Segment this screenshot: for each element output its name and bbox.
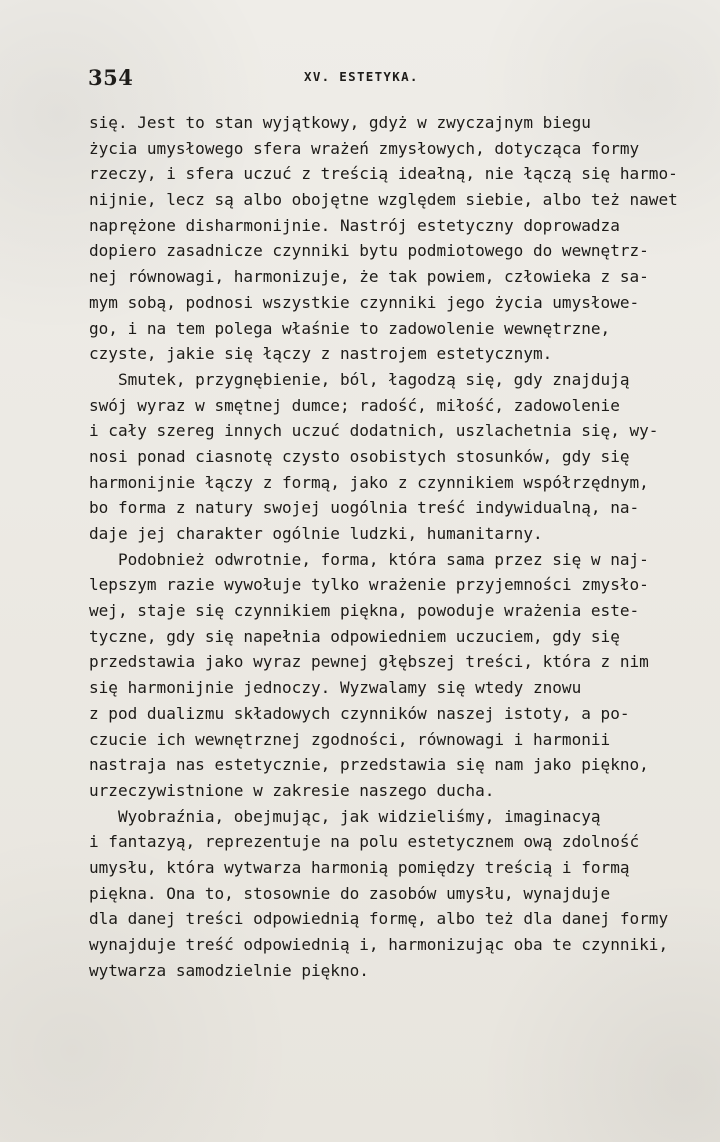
text-line: wej, staje się czynnikiem piękna, powoduje wrażenia este- [89,601,640,621]
text-line: i cały szereg innych uczuć dodatnich, uszlachetnia się, wy- [89,421,659,441]
text-line: i fantazyą, reprezentuje na polu estetycznem ową zdolność [89,832,640,852]
text-line: nijnie, lecz są albo obojętne względem siebie, albo też nawet [89,190,678,210]
text-line: urzeczywistnione w zakresie naszego ducha. [89,780,495,800]
running-head [88,65,688,89]
text-line: umysłu, która wytwarza harmonią pomiędzy treścią i formą [89,857,630,877]
text-line: Wyobraźnia, obejmując, jak widzieliśmy, imaginacyą [89,806,601,826]
text-line: czyste, jakie się łączy z nastrojem estetycznym. [89,344,553,364]
text-line: przedstawia jako wyraz pewnej głębszej treści, która z nim [89,652,649,672]
text-line: rzeczy, i sfera uczuć z treścią ideałną, nie łączą się harmo- [89,164,678,184]
text-line: lepszym razie wywołuje tylko wrażenie przyjemności zmysło- [89,575,649,595]
body-text [89,110,679,983]
text-line: się harmonijnie jednoczy. Wyzwalamy się wtedy znowu [89,678,582,698]
text-line: tyczne, gdy się napełnia odpowiedniem uczuciem, gdy się [89,626,620,646]
paragraph-2 [89,367,679,547]
text-line: nosi ponad ciasnotę czysto osobistych stosunków, gdy się [89,446,630,466]
text-line: się. Jest to stan wyjątkowy, gdyż w zwyczajnym biegu [89,113,591,132]
paragraph-1 [89,110,679,367]
text-line: go, i na tem polega właśnie to zadowolenie wewnętrzne, [89,318,611,338]
text-line: Smutek, przygnębienie, ból, łagodzą się, gdy znajdują [89,369,630,389]
chapter-title: XV. ESTETYKA. [304,69,419,84]
text-line: czucie ich wewnętrznej zgodności, równowagi i harmonii [89,729,611,749]
text-line: dopiero zasadnicze czynniki bytu podmiotowego do wewnętrz- [89,241,649,261]
text-line: mym sobą, podnosi wszystkie czynniki jego życia umysłowe- [89,292,640,312]
text-line: harmonijnie łączy z formą, jako z czynnikiem współrzędnym, [89,472,649,492]
text-line: z pod dualizmu składowych czynników naszej istoty, a po- [89,703,630,723]
paragraph-4 [89,804,679,984]
text-line: naprężone disharmonijnie. Nastrój estetyczny doprowadza [89,215,620,235]
text-line: bo forma z natury swojej uogólnia treść indywidualną, na- [89,498,640,518]
text-line: piękna. Ona to, stosownie do zasobów umysłu, wynajduje [89,883,611,903]
text-line: daje jej charakter ogólnie ludzki, humanitarny. [89,524,543,543]
text-line: dla danej treści odpowiednią formę, albo też dla danej formy [89,909,669,929]
page-number: 354 [88,65,134,90]
text-line: wytwarza samodzielnie piękno. [89,960,369,980]
paragraph-3 [89,547,679,804]
text-line: nastraja nas estetycznie, przedstawia się nam jako piękno, [89,755,649,775]
text-line: swój wyraz w smętnej dumce; radość, miłość, zadowolenie [89,395,620,415]
text-line: życia umysłowego sfera wrażeń zmysłowych, dotycząca formy [89,138,640,158]
text-line: wynajduje treść odpowiednią i, harmonizując oba te czynniki, [89,935,669,954]
text-line: nej równowagi, harmonizuje, że tak powiem, człowieka z sa- [89,267,649,287]
text-line: Podobnież odwrotnie, forma, która sama przez się w naj- [89,549,649,569]
